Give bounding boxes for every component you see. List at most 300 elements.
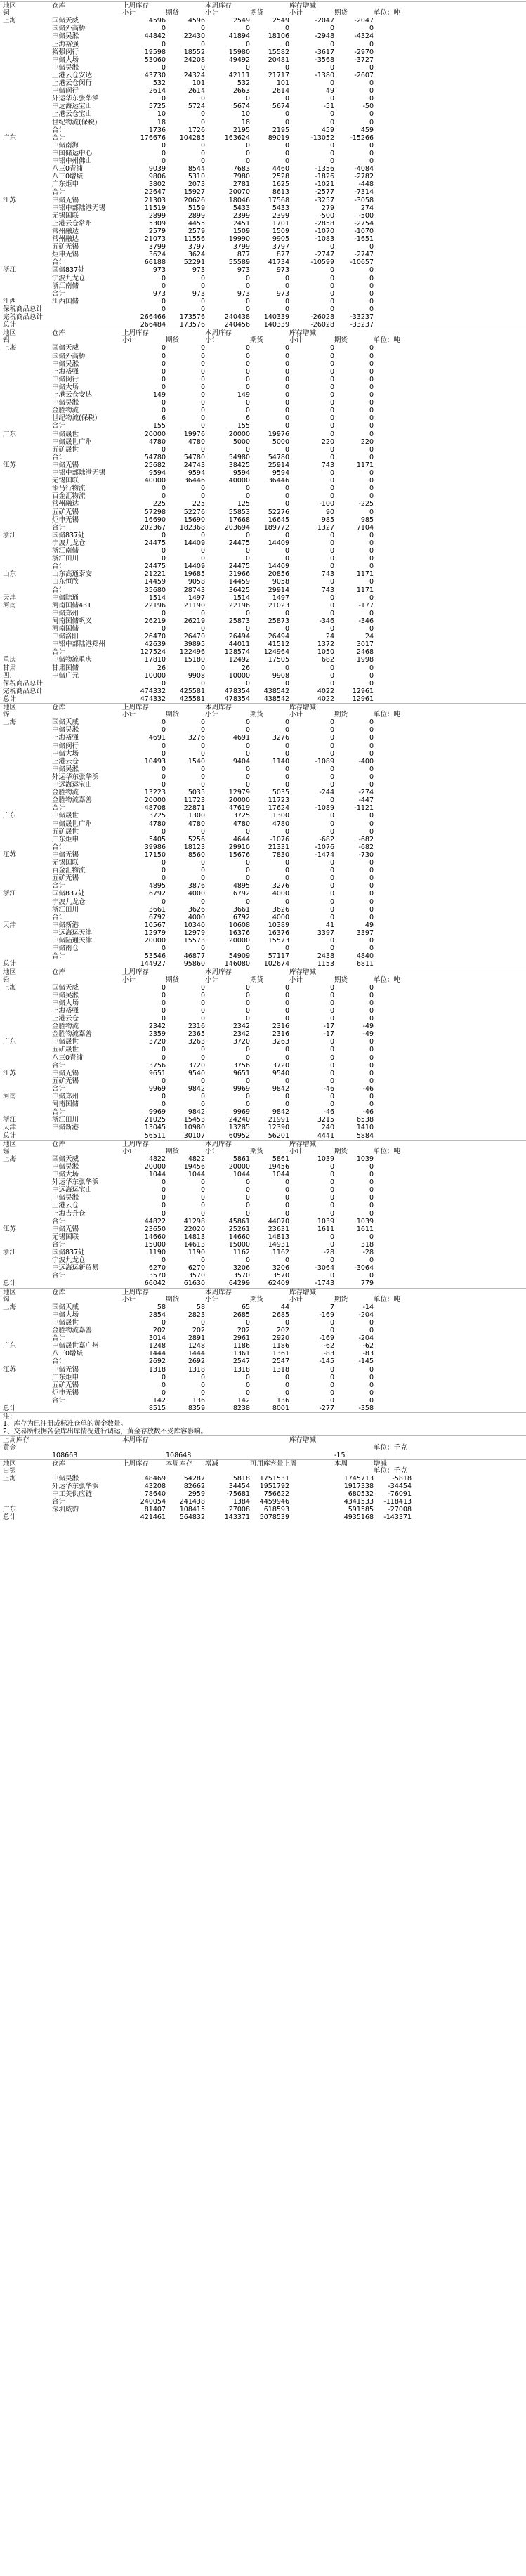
value-cell: 82662 [183,1483,205,1490]
warehouse-cell: 无锡国联 [52,211,79,220]
value-cell: 48708 [144,804,166,813]
region-cell [3,368,35,376]
value-cell: 6270 [148,1264,166,1273]
value-cell: 0 [245,1194,250,1202]
value-cell: 0 [369,1077,374,1085]
value-cell: 202 [152,1327,166,1334]
warehouse-cell: 中储大场 [52,1310,79,1319]
warehouse-cell: 上港云仓闵行 [52,79,93,87]
table-row [0,1334,526,1342]
value-cell: 2438 [317,952,334,961]
table-row [0,1108,526,1116]
value-cell: 3720 [188,1061,205,1070]
value-cell: 0 [161,625,166,633]
value-cell: 0 [369,578,374,586]
value-cell: 20000 [144,937,166,945]
value-cell: 10340 [183,921,205,929]
warehouse-cell: 中储新港 [52,921,79,929]
value-cell: 0 [200,63,205,72]
value-cell: 26470 [144,633,166,641]
metal-label: 铝 [3,336,10,345]
warehouse-cell: 中储郑州 [52,609,79,617]
value-cell: 7980 [232,173,250,181]
value-cell: 0 [284,445,289,454]
value-cell: 0 [369,1006,374,1015]
value-cell: 0 [200,1388,205,1397]
value-cell: 15927 [183,188,205,197]
table-row [0,539,526,547]
warehouse-cell: 外运华东张华浜 [52,95,99,103]
region-cell: 完税商品总计 [3,313,44,321]
value-cell: 0 [161,1093,166,1100]
value-cell: 21331 [268,843,289,851]
value-cell: 0 [245,1053,250,1062]
table-row [0,1397,526,1405]
value-cell: 1514 [148,593,166,602]
table-row [0,820,526,828]
value-cell: 3276 [188,734,205,742]
value-cell: 0 [200,874,205,883]
value-cell: 1318 [232,1365,250,1374]
value-cell: 9594 [188,469,205,477]
value-cell: 0 [369,882,374,891]
value-cell: 0 [245,1209,250,1218]
value-cell: 6 [161,414,166,423]
region-cell [3,804,35,812]
value-cell: 2579 [148,227,166,235]
value-cell: 220 [360,438,374,446]
warehouse-cell: 中远海运天津 [52,928,93,937]
value-cell: -49 [362,1030,374,1039]
warehouse-cell: 上港云仓常州 [52,219,93,228]
region-cell [3,353,35,360]
value-cell: 0 [284,500,289,508]
gold-this-value: 108648 [166,1451,192,1459]
value-cell: 973 [237,289,250,298]
warehouse-cell: 广东炬申 [52,180,79,189]
value-cell: 2781 [232,180,250,189]
silver-table-row [0,1483,526,1490]
value-cell: 0 [369,905,374,914]
this-week-header: 本周库存 [205,329,232,338]
warehouse-cell: 上港云仓 [52,1015,79,1023]
value-cell: 18 [241,118,250,126]
value-cell: 0 [369,1202,374,1210]
value-cell: 20481 [268,55,289,64]
table-row [0,305,526,313]
value-cell: 3570 [272,1272,289,1280]
warehouse-cell: 中储无锡 [52,461,79,469]
value-cell: 108415 [179,1506,205,1514]
warehouse-cell: 江西国储 [52,297,79,305]
region-cell: 上海 [3,344,17,353]
warehouse-cell: 合计 [52,422,66,431]
value-cell: 155 [152,422,166,431]
value-cell: 0 [369,1365,374,1374]
value-cell: 11556 [183,235,205,243]
warehouse-cell: 合计 [52,1396,66,1405]
region-cell [3,1264,35,1272]
value-cell: 0 [329,1240,334,1249]
value-cell: 0 [329,1077,334,1085]
value-cell: 0 [329,539,334,547]
value-cell: 20000 [144,1162,166,1171]
value-cell: 0 [200,679,205,688]
value-cell: 0 [245,407,250,415]
value-cell: 0 [329,913,334,921]
value-cell: 0 [284,282,289,290]
value-cell: 3624 [188,251,205,259]
table-row [0,960,526,968]
region-cell: 江苏 [3,461,17,469]
value-cell: 0 [284,118,289,126]
region-cell [3,79,35,87]
value-cell: 40000 [144,477,166,485]
value-cell: 0 [369,485,374,493]
value-cell: 2195 [232,126,250,134]
value-cell: 5433 [272,204,289,212]
table-row [0,781,526,789]
region-cell: 总计 [3,1280,17,1288]
table-row [0,422,526,430]
region-cell [3,477,35,485]
table-row [0,212,526,220]
value-cell: 0 [284,414,289,423]
value-cell: 10000 [144,671,166,680]
warehouse-cell: 宁波九龙仓 [52,539,86,547]
warehouse-cell: 五矿无锡 [52,243,79,251]
warehouse-cell: 宁波九龙仓 [52,1256,86,1265]
last-week-header: 上周库存 [122,968,150,977]
value-cell: 0 [369,820,374,828]
value-cell: 54780 [144,453,166,461]
table-row [0,258,526,266]
value-cell: 9905 [272,235,289,243]
value-cell: 2920 [272,1334,289,1343]
value-cell: 0 [329,765,334,773]
warehouse-cell: 中储广元 [52,671,79,680]
region-cell [3,929,35,937]
value-cell: 0 [284,297,289,305]
region-cell [3,937,35,945]
value-cell: 10608 [228,921,250,929]
value-cell: -500 [358,211,374,220]
metal-label: 铜 [3,9,10,18]
table-row [0,431,526,438]
value-cell: 0 [200,110,205,119]
value-cell: 0 [245,492,250,501]
value-cell: 3799 [232,243,250,251]
table-row [0,407,526,414]
warehouse-cell: 上海裕强 [52,40,79,48]
value-cell: 5861 [232,1155,250,1163]
table-row [0,633,526,640]
table-row [0,672,526,680]
value-cell: 54780 [183,453,205,461]
table-row [0,664,526,672]
value-cell: 0 [329,890,334,898]
value-cell: 0 [329,547,334,555]
region-cell [3,150,35,157]
value-cell: 2316 [272,1023,289,1031]
value-cell: 459 [321,126,334,134]
table-row [0,508,526,516]
value-cell: 0 [161,1388,166,1397]
table-row [0,368,526,376]
value-cell: 0 [161,1256,166,1265]
warehouse-cell: 中储晟世广州 [52,820,93,828]
value-cell: -1380 [315,71,334,79]
value-cell: 5861 [272,1155,289,1163]
value-cell: 20000 [228,937,250,945]
value-cell: 0 [245,945,250,953]
value-cell: 24475 [144,539,166,547]
value-cell: 0 [369,1015,374,1023]
table-row [0,1225,526,1233]
value-cell: 20070 [228,188,250,197]
value-cell: 21025 [144,1116,166,1124]
value-cell: 0 [369,141,374,150]
silver-capacity-this-header: 本周 [334,1459,348,1468]
table-row [0,1085,526,1093]
table-row [0,376,526,383]
region-cell: 重庆 [3,656,17,664]
value-cell: -400 [358,757,374,765]
subheader-cell: 小计 [289,9,303,18]
value-cell: 0 [284,664,289,672]
value-cell: 0 [245,141,250,150]
region-cell [3,742,35,750]
value-cell: 2342 [232,1030,250,1039]
value-cell: 0 [369,1381,374,1389]
value-cell: 474332 [140,687,166,695]
value-cell: 0 [329,898,334,906]
value-cell: 0 [284,492,289,501]
value-cell: -28 [362,1249,374,1256]
value-cell: 8359 [188,1405,205,1412]
silver-warehouse-header: 仓库 [52,1459,66,1468]
value-cell: 202 [276,1327,289,1334]
warehouse-cell: 国储外高桥 [52,352,86,360]
value-cell: 0 [161,63,166,72]
value-cell: 3756 [232,1061,250,1070]
region-cell: 浙江 [3,266,17,275]
value-cell: 0 [200,375,205,383]
silver-table-row [0,1475,526,1483]
value-cell: 0 [284,344,289,353]
value-cell: 0 [329,266,334,275]
region-cell [3,492,35,500]
warehouse-cell: 合计 [52,523,66,532]
warehouse-cell: 中储南海 [52,141,79,150]
value-cell: 2547 [232,1358,250,1366]
value-cell: 2899 [148,211,166,220]
value-cell: 5724 [188,103,205,111]
warehouse-cell: 中储晟世 [52,1318,79,1327]
value-cell: 14660 [228,1233,250,1241]
value-cell: 2685 [232,1310,250,1319]
value-cell: 0 [200,274,205,282]
region-cell: 四川 [3,671,17,680]
warehouse-cell: 上港云仓 [52,757,79,765]
value-cell: 8001 [272,1405,289,1412]
value-cell: 0 [284,781,289,789]
region-cell [3,212,35,220]
region-cell: 上海 [3,1303,17,1311]
table-row [0,56,526,64]
value-cell: 128574 [224,648,250,657]
value-cell: 2899 [188,211,205,220]
warehouse-cell: 世纪物流(保税) [52,118,98,126]
value-cell: -1651 [354,235,374,243]
subheader-cell: 小计 [205,1147,219,1155]
region-cell [3,64,35,72]
value-cell: 36446 [268,477,289,485]
value-cell: 0 [284,749,289,758]
value-cell: 0 [329,445,334,454]
value-cell: 28743 [183,586,205,594]
table-row [0,95,526,103]
region-cell [3,1202,35,1209]
warehouse-cell: 浙江南储 [52,547,79,555]
value-cell: 0 [329,796,334,805]
value-cell: 41894 [228,32,250,41]
value-cell: 0 [369,890,374,898]
value-cell: 0 [200,141,205,150]
value-cell: 26470 [183,633,205,641]
value-cell: 0 [329,79,334,87]
value-cell: 20626 [183,196,205,204]
value-cell: 279 [321,204,334,212]
value-cell: 44842 [144,32,166,41]
value-cell: 1327 [317,523,334,532]
warehouse-cell: 金胜物流嘉善 [52,796,93,805]
value-cell: 0 [329,399,334,407]
table-row [0,945,526,952]
warehouse-cell: 合计 [52,1358,66,1366]
region-cell [3,1498,35,1506]
note-line [0,1420,526,1428]
value-cell: -34454 [388,1483,412,1490]
table-row [0,1062,526,1070]
region-cell [3,1178,35,1186]
warehouse-cell: 合计 [52,289,66,298]
value-cell: -145 [319,1358,334,1366]
value-cell: 0 [200,991,205,999]
silver-capacity-header: 可用库容量上周 [250,1459,297,1468]
value-cell: 0 [329,297,334,305]
value-cell: 0 [245,726,250,735]
subheader-cell: 期货 [166,1147,180,1155]
value-cell: 4000 [272,890,289,898]
value-cell: 0 [369,773,374,781]
table-row [0,126,526,134]
value-cell: 0 [369,266,374,275]
table-row [0,843,526,851]
value-cell: 0 [369,1171,374,1178]
region-header: 地区 [3,704,17,711]
value-cell: -277 [319,1405,334,1412]
value-cell: 4000 [188,890,205,898]
value-cell: 0 [200,765,205,773]
unit-label: 单位：吨 [374,1295,401,1303]
value-cell: 240 [321,1124,334,1132]
value-cell: 3263 [272,1038,289,1046]
value-cell: 60952 [228,1131,250,1140]
value-cell: 5884 [356,1131,374,1140]
value-cell: 0 [369,1053,374,1062]
value-cell: 0 [329,1381,334,1389]
region-cell [3,828,35,836]
value-cell: 21221 [144,570,166,579]
value-cell: -1083 [315,235,334,243]
silver-this-header: 本周库存 [166,1459,193,1468]
warehouse-cell: 山东高通泰安 [52,570,93,579]
region-cell: 上海 [3,17,17,25]
value-cell: 15980 [228,48,250,56]
value-cell: 101 [192,79,205,87]
change-header: 库存增减 [289,2,317,10]
value-cell: 0 [200,983,205,992]
value-cell: 0 [161,407,166,415]
warehouse-cell: 合计 [52,882,66,891]
value-cell: 0 [284,1046,289,1054]
table-row [0,937,526,945]
table-row [0,25,526,32]
value-cell: 22871 [183,804,205,813]
value-cell: 0 [200,360,205,368]
table-row [0,1210,526,1218]
value-cell: 1318 [188,1365,205,1374]
region-cell [3,914,35,921]
value-cell: 1162 [272,1249,289,1256]
value-cell: 0 [329,578,334,586]
value-cell: 0 [200,407,205,415]
value-cell: -3064 [315,1264,334,1273]
table-row [0,360,526,368]
value-cell: 0 [200,1077,205,1085]
value-cell: 0 [161,1178,166,1187]
value-cell: 0 [329,1202,334,1210]
warehouse-cell: 五矿晟世 [52,445,79,454]
value-cell: 0 [329,1015,334,1023]
region-cell: 江苏 [3,1069,17,1077]
value-cell: 45861 [228,1217,250,1225]
value-cell: 0 [329,625,334,633]
warehouse-cell: 浙江南储 [52,282,79,290]
region-cell [3,859,35,867]
value-cell: 0 [245,1202,250,1210]
table-row [0,446,526,454]
warehouse-cell: 中储郑州 [52,1093,79,1100]
value-cell: 0 [329,812,334,820]
value-cell: -346 [319,617,334,625]
silver-table-row [0,1513,526,1521]
region-cell: 完税商品总计 [3,687,44,695]
value-cell: 0 [369,25,374,33]
value-cell: 66042 [144,1280,166,1288]
table-row [0,602,526,610]
value-cell: 3570 [188,1272,205,1280]
value-cell: 9969 [232,1084,250,1093]
unit-label: 单位：吨 [374,975,401,984]
value-cell: 21717 [268,71,289,79]
value-cell: 0 [245,399,250,407]
value-cell: -46 [323,1084,334,1093]
value-cell: 0 [369,344,374,353]
region-cell [3,1023,35,1030]
value-cell: -2858 [315,219,334,228]
